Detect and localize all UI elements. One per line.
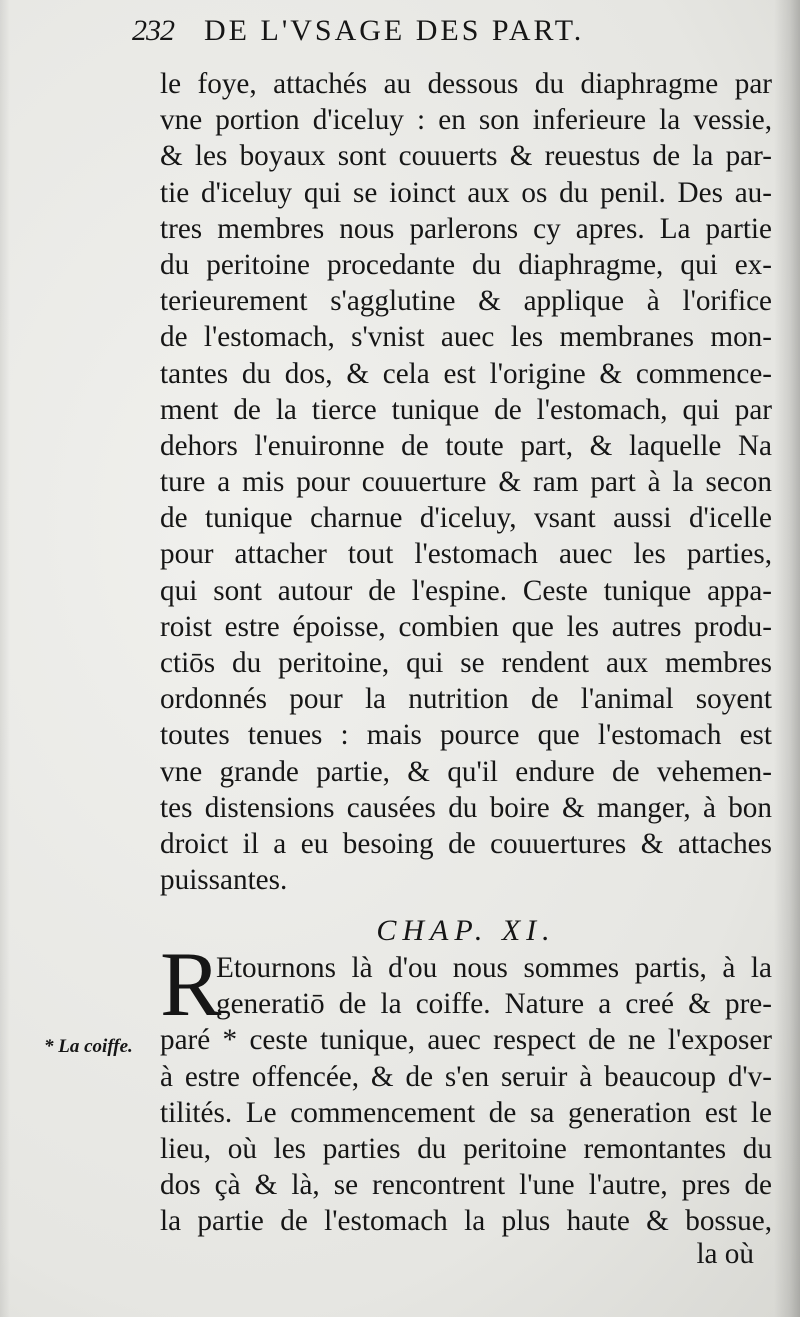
text-line: tres membres nous parlerons cy apres. La partie bbox=[160, 212, 772, 245]
running-head: DE L'VSAGE DES PART. bbox=[204, 14, 585, 47]
text-line: pour attacher tout l'estomach auec les parties, bbox=[160, 538, 772, 571]
text-line: de l'estomach, s'vnist auec les membranes mon- bbox=[160, 321, 772, 354]
text-line: ordonnés pour la nutrition de l'animal soyent bbox=[160, 683, 772, 716]
text-line: de tunique charnue d'iceluy, vsant aussi d'icelle bbox=[160, 502, 772, 535]
drop-cap: R bbox=[160, 933, 222, 1035]
text-line: la partie de l'estomach la plus haute & bossue, bbox=[160, 1205, 772, 1238]
text-line: vne grande partie, & qu'il endure de vehemen- bbox=[160, 755, 772, 788]
page-number: 232 bbox=[132, 14, 174, 47]
text-line: terieurement s'agglutine & applique à l'orifice bbox=[160, 285, 772, 318]
text-line: & les boyaux sont couuerts & reuestus de la par- bbox=[160, 140, 772, 173]
gutter-shadow bbox=[774, 0, 800, 1317]
text-line: puissantes. bbox=[160, 864, 288, 897]
text-line: à estre offencée, & de s'en seruir à beaucoup d'v- bbox=[160, 1060, 772, 1093]
text-line: toutes tenues : mais pource que l'estomach est bbox=[160, 719, 772, 752]
text-line: tilités. Le commencement de sa generation est le bbox=[160, 1096, 772, 1129]
text-line: ment de la tierce tunique de l'estomach, qui par bbox=[160, 393, 772, 426]
text-line: dehors l'enuironne de toute part, & laquelle Na bbox=[160, 429, 772, 462]
paragraph-1 bbox=[160, 66, 772, 898]
text-line: paré * ceste tunique, auec respect de ne l'exposer bbox=[160, 1024, 772, 1057]
text-line: du peritoine procedante du diaphragme, qui ex- bbox=[160, 248, 772, 281]
text-line: le foye, attachés au dessous du diaphragme par bbox=[160, 68, 772, 100]
text-line: generatiō de la coiffe. Nature a creé & pre- bbox=[216, 988, 772, 1021]
text-line: vne portion d'iceluy : en son inferieure la vessie, bbox=[160, 104, 772, 137]
catchword: la où bbox=[696, 1238, 754, 1270]
text-line: tantes du dos, & cela est l'origine & commence- bbox=[160, 357, 772, 390]
text-line: tie d'iceluy qui se ioinct aux os du penil. Des au- bbox=[160, 176, 772, 209]
text-line: droict il a eu besoing de couuertures & attaches bbox=[160, 827, 772, 860]
text-line: dos çà & là, se rencontrent l'une l'autre, pres de bbox=[160, 1169, 772, 1202]
paragraph-2 bbox=[160, 950, 772, 1240]
text-line: qui sont autour de l'espine. Ceste tunique appa- bbox=[160, 574, 772, 607]
text-line: lieu, où les parties du peritoine remontantes du bbox=[160, 1132, 772, 1165]
text-line: ctiōs du peritoine, qui se rendent aux membres bbox=[160, 647, 772, 679]
page-left-edge bbox=[0, 0, 10, 1317]
text-line: Etournons là d'ou nous sommes partis, à la bbox=[216, 952, 772, 984]
text-line: ture a mis pour couuerture & ram part à la secon bbox=[160, 466, 772, 499]
page-header bbox=[132, 14, 732, 66]
text-line: tes distensions causées du boire & manger, à bon bbox=[160, 791, 772, 824]
chapter-heading: CHAP. XI. bbox=[376, 914, 556, 947]
text-line: roist estre époisse, combien que les autres produ- bbox=[160, 610, 772, 643]
margin-note: * La coiffe. bbox=[44, 1036, 133, 1057]
